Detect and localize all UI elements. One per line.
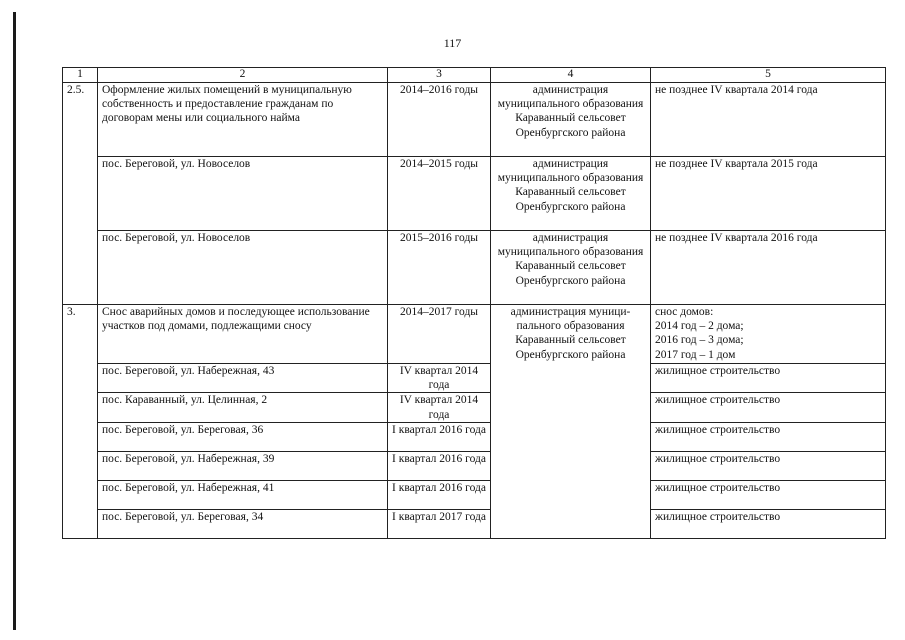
table-row bbox=[63, 231, 886, 305]
row-description: Оформление жилых помещений в муниципальную собственность и предоставление гражданам по договорам мены или социального найма bbox=[98, 83, 388, 157]
demolition-period: IV квартал 2014 года bbox=[388, 393, 491, 422]
page-edge-rule bbox=[13, 12, 16, 630]
demolition-address: пос. Береговой, ул. Набережная, 39 bbox=[98, 451, 388, 480]
table-header-row bbox=[63, 68, 886, 83]
table-row bbox=[63, 422, 886, 451]
row-executor: администрация муниципального образования Караванный сельсовет Оренбургского района bbox=[491, 305, 651, 539]
result-line: 2016 год – 3 дома; bbox=[655, 334, 744, 347]
row-result bbox=[651, 305, 886, 364]
row-executor: администрация муниципального образования Караванный сельсовет Оренбургского района bbox=[491, 231, 651, 305]
row-period: 2015–2016 годы bbox=[388, 231, 491, 305]
table-row bbox=[63, 393, 886, 422]
demolition-result: жилищное строительство bbox=[651, 480, 886, 509]
demolition-result: жилищное строительство bbox=[651, 451, 886, 480]
demolition-result: жилищное строительство bbox=[651, 509, 886, 538]
demolition-result: жилищное строительство bbox=[651, 364, 886, 393]
header-col-2: 2 bbox=[98, 68, 388, 83]
header-col-1: 1 bbox=[63, 68, 98, 83]
demolition-address: пос. Караванный, ул. Целинная, 2 bbox=[98, 393, 388, 422]
demolition-address: пос. Береговой, ул. Береговая, 34 bbox=[98, 509, 388, 538]
row-period: 2014–2016 годы bbox=[388, 83, 491, 157]
demolition-address: пос. Береговой, ул. Береговая, 36 bbox=[98, 422, 388, 451]
row-description: пос. Береговой, ул. Новоселов bbox=[98, 231, 388, 305]
row-result: не позднее IV квартала 2016 года bbox=[651, 231, 886, 305]
row-description: пос. Береговой, ул. Новоселов bbox=[98, 157, 388, 231]
result-line: 2017 год – 1 дом bbox=[655, 348, 736, 361]
header-col-3: 3 bbox=[388, 68, 491, 83]
demolition-period: IV квартал 2014 года bbox=[388, 364, 491, 393]
row-executor: администрация муниципального образования Караванный сельсовет Оренбургского района bbox=[491, 157, 651, 231]
measures-table bbox=[62, 67, 886, 539]
row-result: не позднее IV квартала 2014 года bbox=[651, 83, 886, 157]
table-row bbox=[63, 480, 886, 509]
row-executor: администрация муниципального образования Караванный сельсовет Оренбургского района bbox=[491, 83, 651, 157]
demolition-address: пос. Береговой, ул. Набережная, 43 bbox=[98, 364, 388, 393]
row-number-3: 3. bbox=[63, 305, 98, 539]
result-line: снос домов: bbox=[655, 306, 714, 318]
demolition-result: жилищное строительство bbox=[651, 422, 886, 451]
table-row bbox=[63, 83, 886, 157]
table-row bbox=[63, 364, 886, 393]
row-period: 2014–2017 годы bbox=[388, 305, 491, 364]
table-row bbox=[63, 305, 886, 364]
demolition-period: I квартал 2016 года bbox=[388, 451, 491, 480]
table-row bbox=[63, 509, 886, 538]
demolition-period: I квартал 2016 года bbox=[388, 422, 491, 451]
page-number: 117 bbox=[443, 36, 462, 50]
row-result: не позднее IV квартала 2015 года bbox=[651, 157, 886, 231]
row-number-2-5: 2.5. bbox=[63, 83, 98, 305]
table-row bbox=[63, 451, 886, 480]
row-description: Снос аварийных домов и последующее использование участков под домами, подлежащими сносу bbox=[98, 305, 388, 364]
table-row bbox=[63, 157, 886, 231]
header-col-5: 5 bbox=[651, 68, 886, 83]
demolition-result: жилищное строительство bbox=[651, 393, 886, 422]
result-line: 2014 год – 2 дома; bbox=[655, 320, 744, 333]
demolition-address: пос. Береговой, ул. Набережная, 41 bbox=[98, 480, 388, 509]
row-period: 2014–2015 годы bbox=[388, 157, 491, 231]
header-col-4: 4 bbox=[491, 68, 651, 83]
demolition-period: I квартал 2017 года bbox=[388, 509, 491, 538]
demolition-period: I квартал 2016 года bbox=[388, 480, 491, 509]
